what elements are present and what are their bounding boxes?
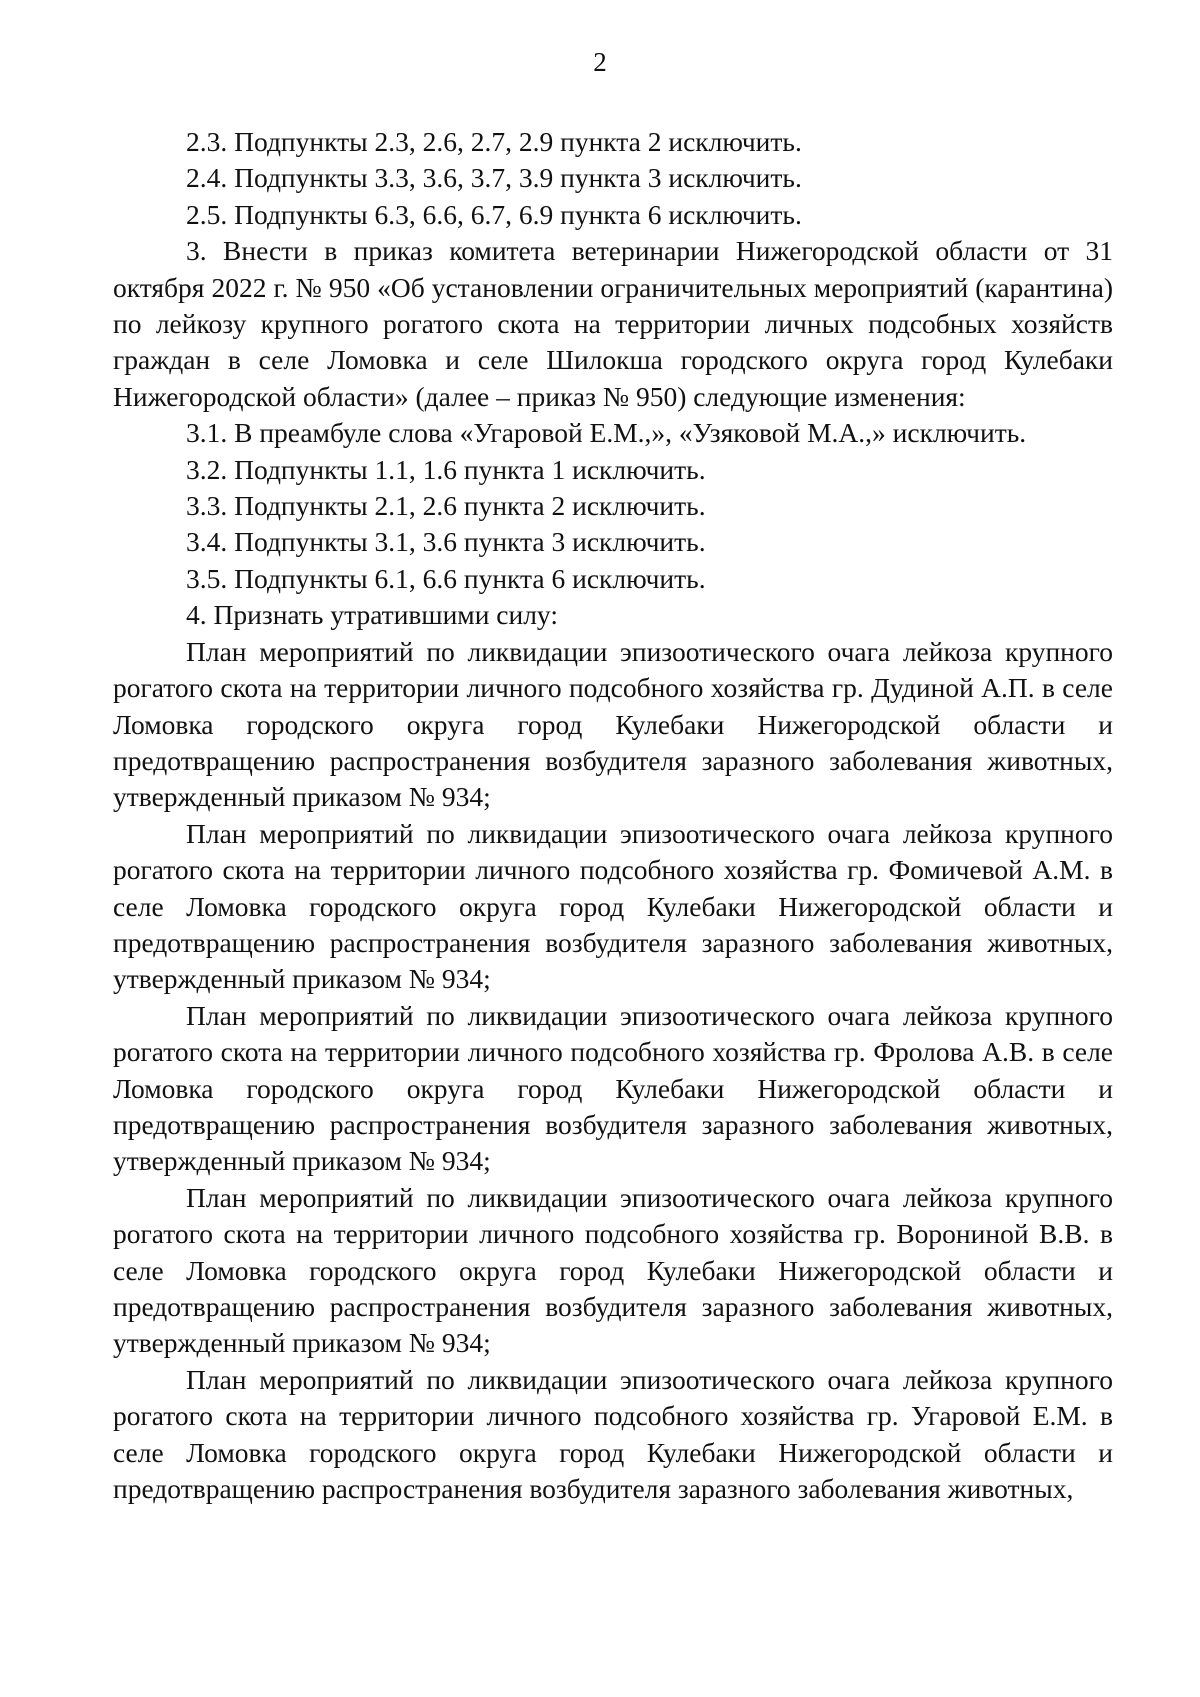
paragraph-3-5: 3.5. Подпункты 6.1, 6.6 пункта 6 исключить. xyxy=(186,562,706,594)
plan-paragraph-frolov: План мероприятий по ликвидации эпизоотического очага лейкоза крупного рогатого скота на территории личного подсобного хозяйства гр. Фролова А.В. в селе Ломовка городского округа город Кулебаки Нижегородской области и предотвращению распространения возбудителя заразного заболевания животных, утвержденный приказом № 934; xyxy=(113,999,1113,1177)
paragraph-3-4: 3.4. Подпункты 3.1, 3.6 пункта 3 исключить. xyxy=(186,526,706,558)
paragraph-2-5: 2.5. Подпункты 6.3, 6.6, 6.7, 6.9 пункта 6 исключить. xyxy=(186,198,802,230)
document-body xyxy=(113,124,1113,1507)
plan-paragraph-dudina: План мероприятий по ликвидации эпизоотического очага лейкоза крупного рогатого скота на территории личного подсобного хозяйства гр. Дудиной А.П. в селе Ломовка городского округа город Кулебаки Нижегородской области и предотвращению распространения возбудителя заразного заболевания животных, утвержденный приказом № 934; xyxy=(113,635,1113,813)
paragraph-3-3: 3.3. Подпункты 2.1, 2.6 пункта 2 исключить. xyxy=(186,490,706,522)
paragraph-4: 4. Признать утратившими силу: xyxy=(186,599,558,631)
paragraph-3-1: 3.1. В преамбуле слова «Угаровой Е.М.,», «Узяковой М.А.,» исключить. xyxy=(186,417,1027,449)
plan-paragraph-ugarova: План мероприятий по ликвидации эпизоотического очага лейкоза крупного рогатого скота на территории личного подсобного хозяйства гр. Угаровой Е.М. в селе Ломовка городского округа город Кулебаки Нижегородской области и предотвращению распространения возбудителя заразного заболевания животных, xyxy=(113,1363,1113,1505)
plan-paragraph-voronina: План мероприятий по ликвидации эпизоотического очага лейкоза крупного рогатого скота на территории личного подсобного хозяйства гр. Ворониной В.В. в селе Ломовка городского округа город Кулебаки Нижегородской области и предотвращению распространения возбудителя заразного заболевания животных, утвержденный приказом № 934; xyxy=(113,1181,1113,1359)
page-number: 2 xyxy=(593,47,607,77)
plan-paragraph-fomicheva: План мероприятий по ликвидации эпизоотического очага лейкоза крупного рогатого скота на территории личного подсобного хозяйства гр. Фомичевой А.М. в селе Ломовка городского округа город Кулебаки Нижегородской области и предотвращению распространения возбудителя заразного заболевания животных, утвержденный приказом № 934; xyxy=(113,817,1113,995)
paragraph-3-2: 3.2. Подпункты 1.1, 1.6 пункта 1 исключить. xyxy=(186,453,706,485)
paragraph-2-3: 2.3. Подпункты 2.3, 2.6, 2.7, 2.9 пункта 2 исключить. xyxy=(186,126,802,157)
paragraph-3: 3. Внести в приказ комитета ветеринарии Нижегородской области от 31 октября 2022 г. № 950 «Об установлении ограничительных мероприятий (карантина) по лейкозу крупного рогатого скота на территории личных подсобных хозяйств граждан в селе Ломовка и селе Шилокша городского округа город Кулебаки Нижегородской области» (далее – приказ № 950) следующие изменения: xyxy=(113,235,1113,412)
paragraph-2-4: 2.4. Подпункты 3.3, 3.6, 3.7, 3.9 пункта 3 исключить. xyxy=(186,162,802,194)
